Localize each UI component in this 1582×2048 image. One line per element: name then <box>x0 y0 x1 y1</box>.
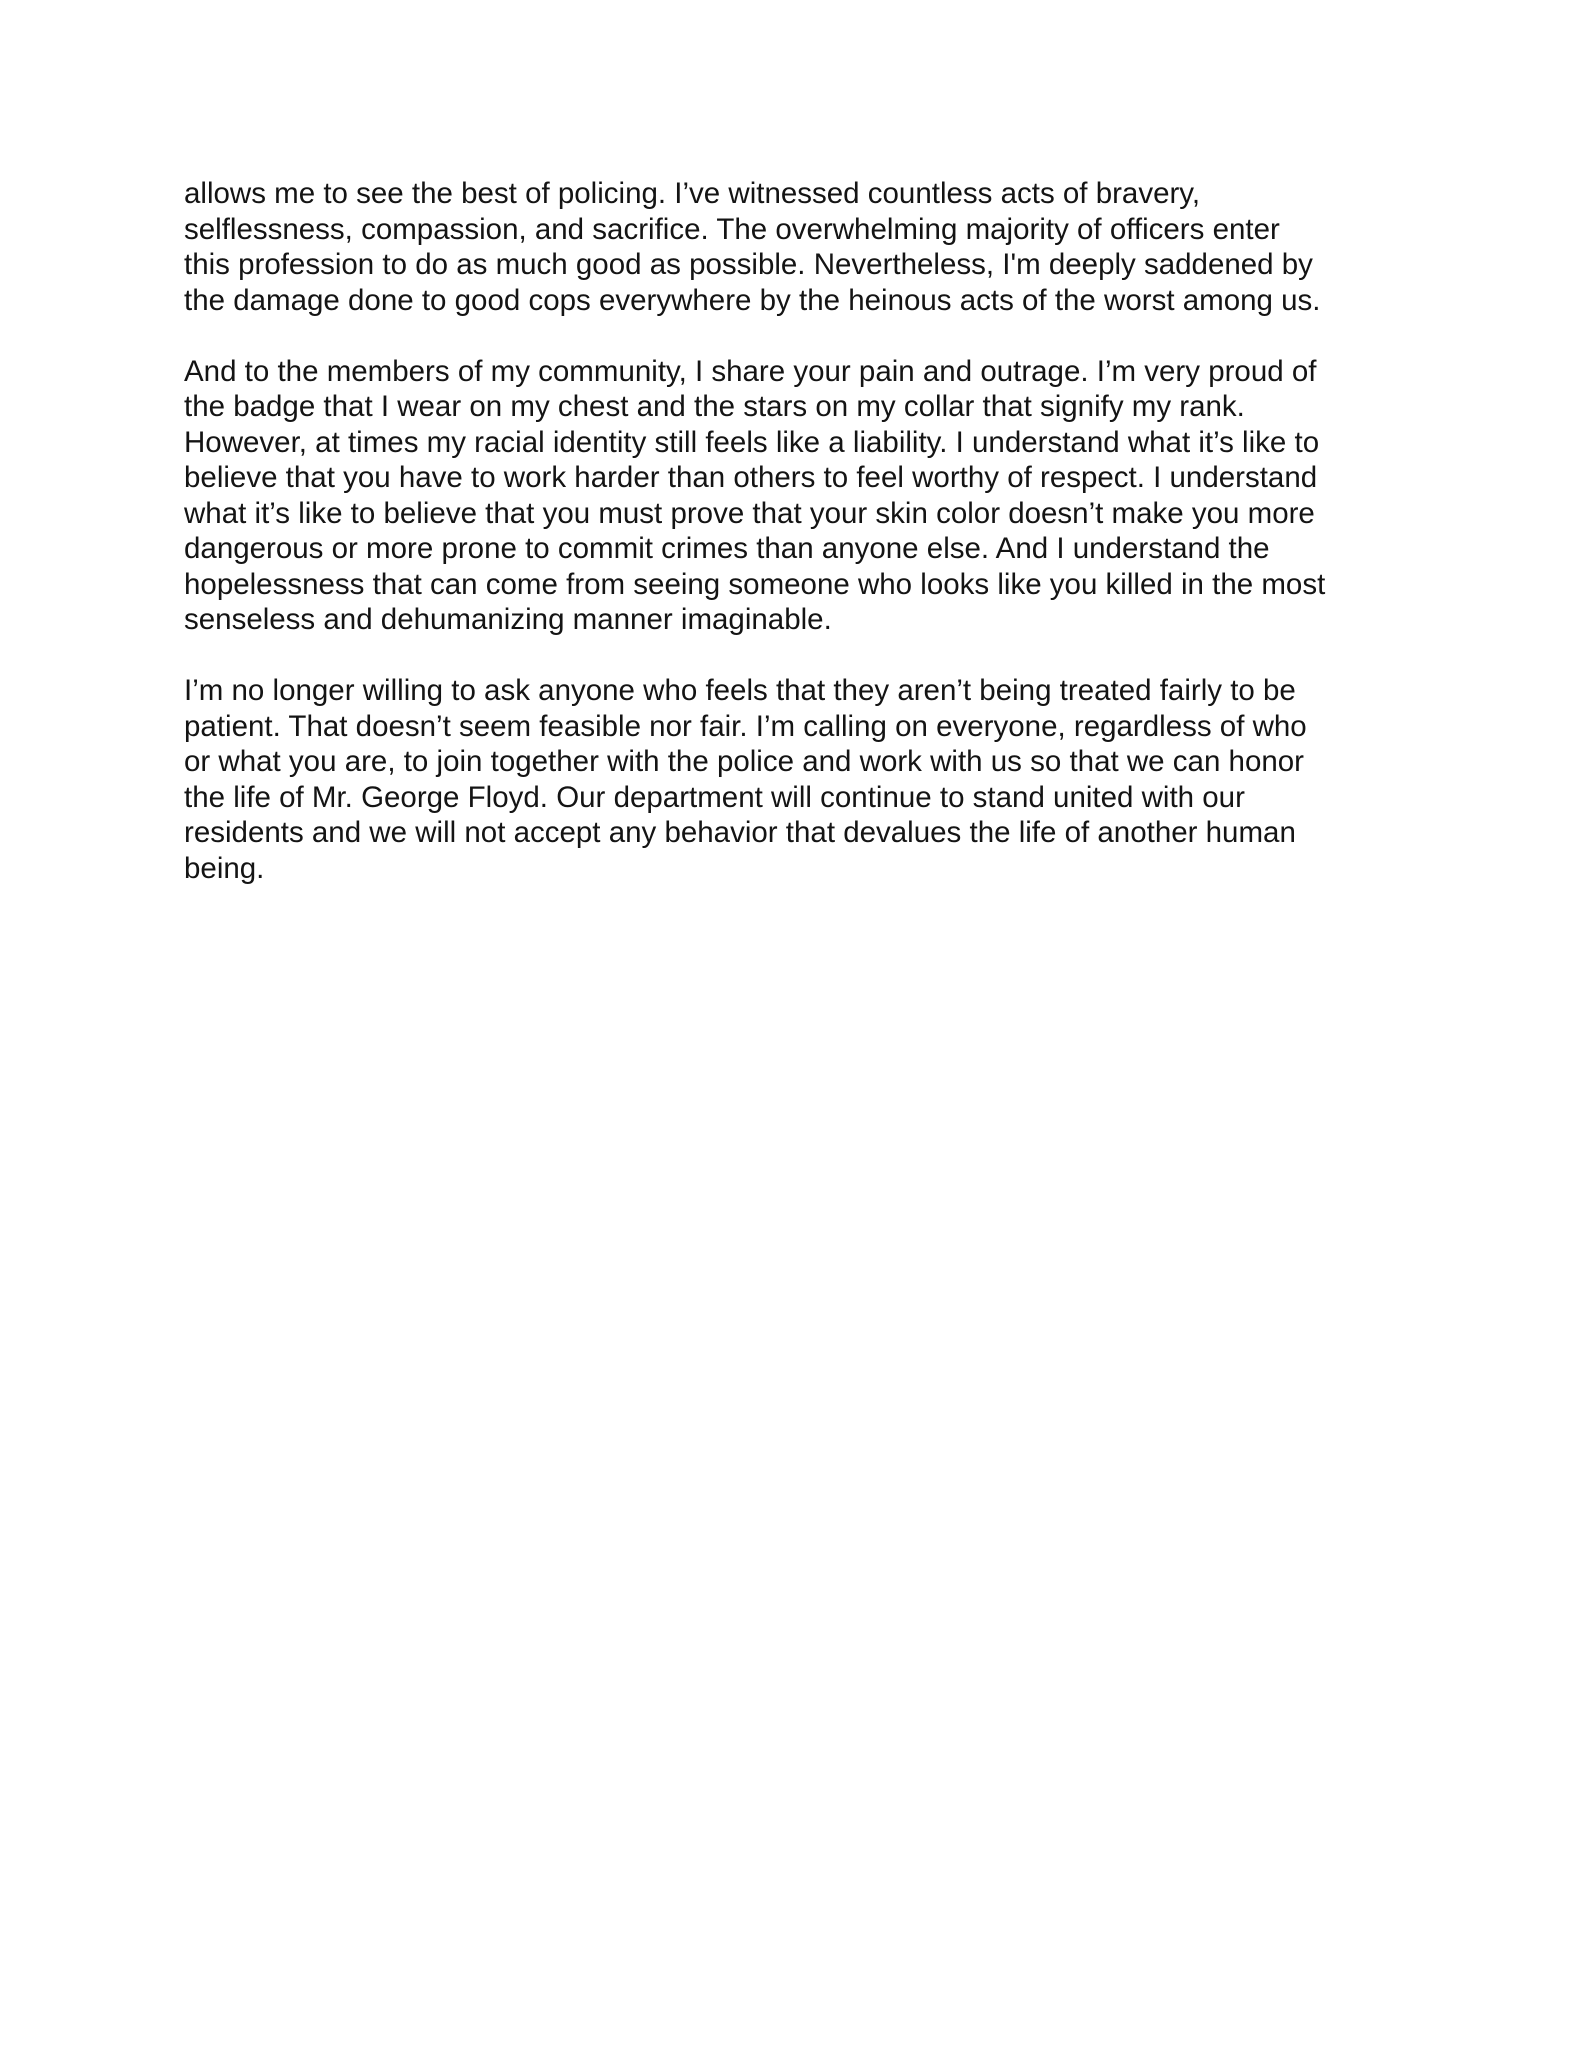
text-line: the damage done to good cops everywhere by the heinous acts of the worst among us. <box>184 283 1321 317</box>
text-line: what it’s like to believe that you must prove that your skin color doesn’t make you more <box>184 496 1315 530</box>
text-line: residents and we will not accept any behavior that devalues the life of another human <box>184 816 1296 849</box>
text-line: the badge that I wear on my chest and the stars on my collar that signify my rank. <box>184 390 1245 423</box>
letter-body <box>184 176 1424 886</box>
text-line: or what you are, to join together with the police and work with us so that we can honor <box>184 745 1304 778</box>
paragraph-spacer <box>184 318 1424 354</box>
paragraph-1 <box>184 176 1424 318</box>
text-line: being. <box>184 851 265 885</box>
text-line: dangerous or more prone to commit crimes than anyone else. And I understand the <box>184 532 1270 565</box>
text-line: believe that you have to work harder than others to feel worthy of respect. I understand <box>184 461 1318 494</box>
text-line: this profession to do as much good as possible. Nevertheless, I'm deeply saddened by <box>184 248 1313 281</box>
text-line: the life of Mr. George Floyd. Our department will continue to stand united with our <box>184 780 1245 814</box>
text-line: I’m no longer willing to ask anyone who feels that they aren’t being treated fairly to be <box>184 674 1296 707</box>
text-line: However, at times my racial identity still feels like a liability. I understand what it’s like to <box>184 425 1320 459</box>
paragraph-spacer <box>184 638 1424 674</box>
paragraph-2 <box>184 354 1424 638</box>
text-line: And to the members of my community, I share your pain and outrage. I’m very proud of <box>184 354 1317 388</box>
text-line: selflessness, compassion, and sacrifice. The overwhelming majority of officers enter <box>184 212 1280 246</box>
text-line: senseless and dehumanizing manner imaginable. <box>184 603 832 636</box>
text-line: patient. That doesn’t seem feasible nor fair. I’m calling on everyone, regardless of who <box>184 709 1307 743</box>
paragraph-3 <box>184 673 1424 886</box>
text-line: hopelessness that can come from seeing someone who looks like you killed in the most <box>184 567 1326 601</box>
text-line: allows me to see the best of policing. I’ve witnessed countless acts of bravery, <box>184 177 1201 210</box>
